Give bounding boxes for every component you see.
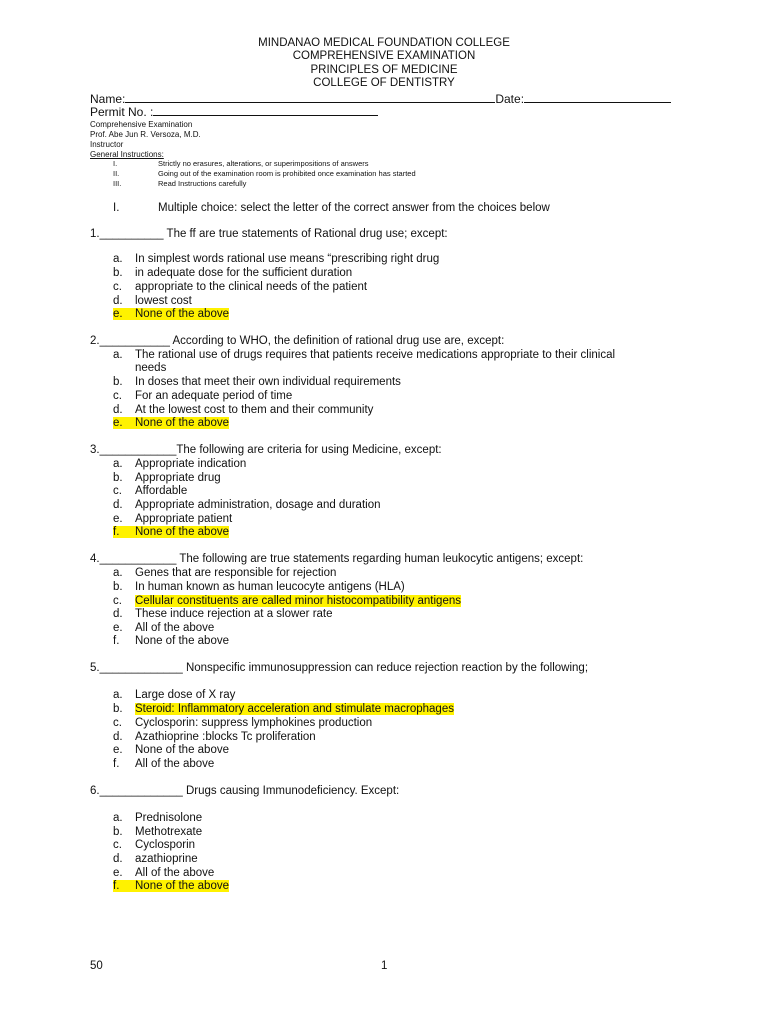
exam-type: Comprehensive Examination xyxy=(90,120,193,129)
option: e. None of the above xyxy=(113,744,229,756)
answer-blank[interactable]: _____________ xyxy=(99,662,183,674)
option: e. All of the above xyxy=(113,867,215,879)
exam-title: COMPREHENSIVE EXAMINATION xyxy=(292,50,476,63)
date-line[interactable] xyxy=(524,92,671,103)
option: d. Azathioprine :blocks Tc proliferation xyxy=(113,731,316,743)
option: c. Cyclosporin xyxy=(113,839,196,851)
option: a. Genes that are responsible for rejection xyxy=(113,567,337,579)
option: c. appropriate to the clinical needs of the patient xyxy=(113,281,368,293)
question-5: 5._____________ Nonspecific immunosuppression can reduce rejection reaction by the following; xyxy=(90,662,589,674)
option-highlighted: f. None of the above xyxy=(113,526,229,538)
permit-line[interactable] xyxy=(153,105,378,116)
section-title: Multiple choice: select the letter of the correct answer from the choices below xyxy=(158,202,550,214)
option: b. Methotrexate xyxy=(113,826,203,838)
option: c. For an adequate period of time xyxy=(113,390,293,402)
option-highlighted: f. None of the above xyxy=(113,880,229,892)
option: a. In simplest words rational use means “prescribing right drug xyxy=(113,253,440,265)
name-label: Name: xyxy=(90,92,126,106)
instructor-label: Instructor xyxy=(90,140,124,149)
option: a. Large dose of X ray xyxy=(113,689,236,701)
date-label: Date: xyxy=(495,92,525,106)
option: b. in adequate dose for the sufficient duration xyxy=(113,267,353,279)
question-6: 6._____________ Drugs causing Immunodeficiency. Except: xyxy=(90,785,400,797)
option-highlighted: b. Steroid: Inflammatory acceleration and stimulate macrophages xyxy=(113,703,454,715)
name-date-row xyxy=(90,92,671,106)
question-3: 3.____________The following are criteria for using Medicine, except: xyxy=(90,444,442,456)
option: c. Affordable xyxy=(113,485,188,497)
question-2: 2.___________ According to WHO, the definition of rational drug use are, except: xyxy=(90,335,505,347)
answer-blank[interactable]: ____________ xyxy=(99,553,177,565)
answer-blank[interactable]: ____________ xyxy=(99,444,177,456)
option: f. None of the above xyxy=(113,635,229,647)
option: c. Cyclosporin: suppress lymphokines production xyxy=(113,717,373,729)
name-line[interactable] xyxy=(125,92,495,103)
answer-blank[interactable]: _____________ xyxy=(99,785,183,797)
option: a. The rational use of drugs requires that patients receive medications appropriate to their clinical xyxy=(113,349,616,361)
option: f. All of the above xyxy=(113,758,215,770)
option-highlighted: e. None of the above xyxy=(113,308,229,320)
option: d. At the lowest cost to them and their community xyxy=(113,404,374,416)
answer-blank[interactable]: ___________ xyxy=(99,335,170,347)
option: d. azathioprine xyxy=(113,853,198,865)
college-name: MINDANAO MEDICAL FOUNDATION COLLEGE xyxy=(258,37,510,49)
section-number: I. xyxy=(113,202,120,214)
footer-left-number: 50 xyxy=(90,960,103,972)
instructor-name: Prof. Abe Jun R. Versoza, M.D. xyxy=(90,130,201,139)
option: d. Appropriate administration, dosage and duration xyxy=(113,499,381,511)
option: a. Prednisolone xyxy=(113,812,203,824)
page-number: 1 xyxy=(381,960,388,972)
option: b. Appropriate drug xyxy=(113,472,221,484)
permit-row xyxy=(90,105,378,119)
option: e. All of the above xyxy=(113,622,215,634)
exam-header xyxy=(0,37,768,90)
option: e. Appropriate patient xyxy=(113,513,233,525)
option: d. lowest cost xyxy=(113,295,192,307)
option: b. In human known as human leucocyte antigens (HLA) xyxy=(113,581,405,593)
question-1: 1.__________ The ff are true statements of Rational drug use; except: xyxy=(90,228,448,240)
instructions-title: General Instructions: xyxy=(90,150,164,159)
option: d. These induce rejection at a slower rate xyxy=(113,608,333,620)
subject-title: PRINCIPLES OF MEDICINE xyxy=(310,63,458,76)
question-4: 4.____________ The following are true statements regarding human leukocytic antigens; except: xyxy=(90,553,584,565)
option: a. Appropriate indication xyxy=(113,458,247,470)
option: b. In doses that meet their own individual requirements xyxy=(113,376,401,388)
permit-label: Permit No. : xyxy=(90,105,154,119)
answer-blank[interactable]: __________ xyxy=(99,228,164,240)
exam-page: MINDANAO MEDICAL FOUNDATION COLLEGE COMPREHENSIVE EXAMINATION PRINCIPLES OF MEDICINE COLLEGE OF DENTISTRY Name: Date: Permit No. : Comprehensive Examination Prof. Abe Jun R. Versoza, M.D. Instructor General Instructions: I. Strictly no erasures, alterations, or superimpositions of answers II. Going out of the examination room is prohibited once examination has started III. Read Instructions carefully I. Multiple choice: select the letter of the correct answer from the choices below 1.__________ The ff are true statements of Rational drug use; except: a. In simplest words rational use means “prescribing right drug b. in adequate dose for the sufficient duration c. appropriate to the clinical needs of the patient d. lowest cost e. None of the above 2.___________ According to WHO, the definition of rational drug use are, except: a. The rational use of drugs requires that patients receive medications appropriate to their clinical needs b. In doses that meet their own individual requirements c. For an adequate period of time d. At the lowest cost to them and their community e. None of the above 3.____________The following are criteria for using Medicine, except: a. Appropriate indication b. Appropriate drug c. Affordable d. Appropriate administration, dosage and duration e. Appropriate patient f. None of the above 4.____________ The following are true statements regarding human leukocytic antigens; except: a. Genes that are responsible for rejection b. In human known as human leucocyte antigens (HLA) c. Cellular constituents are called minor histocompatibility antigens d. These induce rejection at a slower rate e. All of the above f. None of the above 5._____________ Nonspecific immunosuppression can reduce rejection reaction by the following; a. Large dose of X ray b. Steroid: Inflammatory acceleration and stimulate macrophages c. Cyclosporin: suppress lymphokines production d. Azathioprine :blocks Tc proliferation e. None of the above f. All of the above 6._____________ Drugs causing Immunodeficiency. Except: a. Prednisolone b. Methotrexate c. Cyclosporin d. azathioprine e. All of the above f. None of the above 50 1 xyxy=(0,0,768,1024)
option-highlighted: e. None of the above xyxy=(113,417,229,429)
option-continuation: needs xyxy=(135,362,167,374)
department-title: COLLEGE OF DENTISTRY xyxy=(313,76,455,89)
option-highlighted: c. Cellular constituents are called minor histocompatibility antigens xyxy=(113,595,461,607)
